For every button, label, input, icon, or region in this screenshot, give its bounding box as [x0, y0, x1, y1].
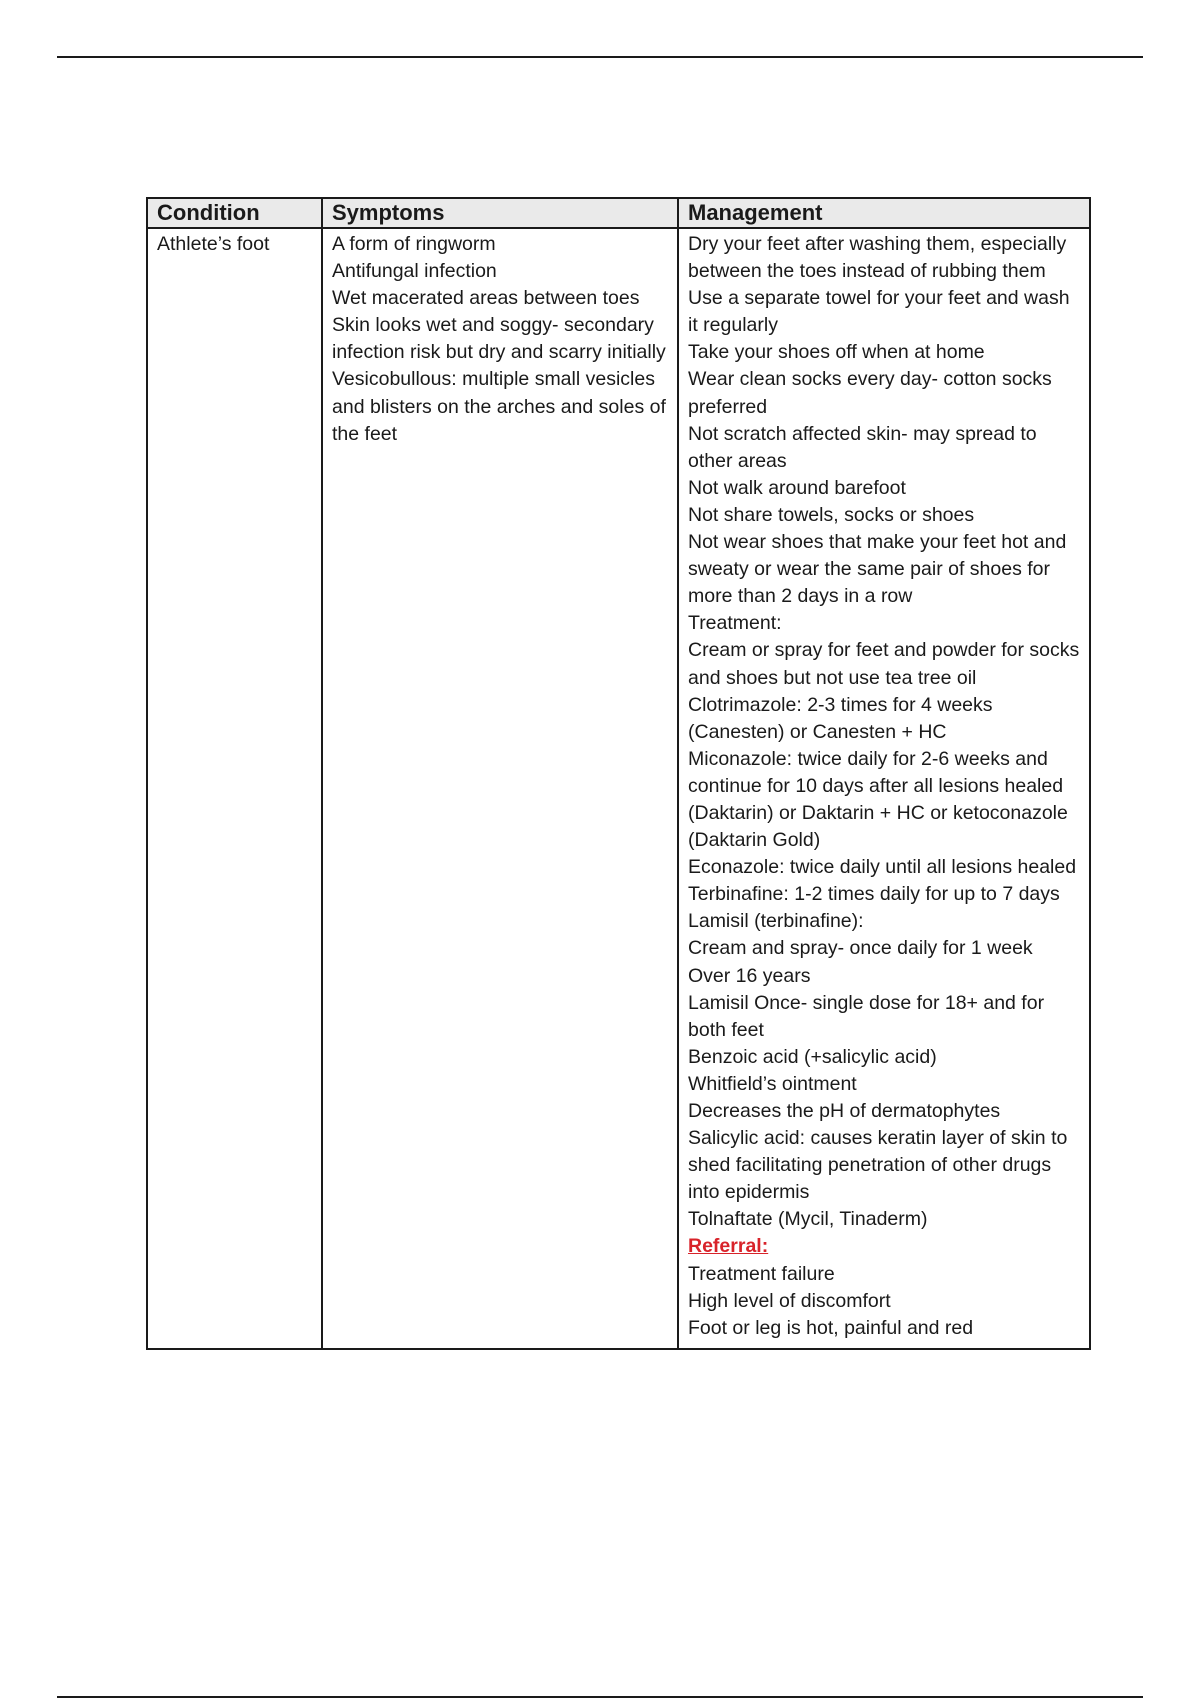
table-header-row — [147, 198, 1090, 228]
management-item: Terbinafine: 1-2 times daily for up to 7 days — [688, 883, 1060, 906]
management-item: Lamisil Once- single dose for 18+ and for both feet — [688, 991, 1045, 1041]
management-item: Cream or spray for feet and powder for socks and shoes but not use tea tree oil — [688, 639, 1080, 689]
management-item: Tolnaftate (Mycil, Tinaderm) — [688, 1208, 928, 1231]
table-row — [147, 228, 1090, 1349]
management-cell — [678, 228, 1090, 1349]
management-item: Take your shoes off when at home — [688, 341, 985, 364]
management-item: Not share towels, socks or shoes — [688, 503, 975, 526]
header-condition: Condition — [147, 198, 322, 228]
condition-cell — [147, 228, 322, 1349]
header-management: Management — [678, 198, 1090, 228]
symptom-item: Skin looks wet and soggy- secondary infection risk but dry and scarry initially — [332, 314, 666, 364]
referral-item: Treatment failure — [688, 1262, 835, 1285]
management-item: Salicylic acid: causes keratin layer of skin to shed facilitating penetration of other drugs into epidermis — [688, 1127, 1068, 1204]
referral-item: High level of discomfort — [688, 1289, 891, 1312]
condition-table — [146, 197, 1091, 1350]
management-item: Econazole: twice daily until all lesions healed — [688, 856, 1077, 879]
referral-heading: Referral: — [688, 1235, 769, 1258]
management-item: Cream and spray- once daily for 1 week — [688, 937, 1033, 960]
treatment-heading: Treatment: — [688, 612, 782, 635]
symptom-item: Wet macerated areas between toes — [332, 287, 640, 310]
management-item: Wear clean socks every day- cotton socks preferred — [688, 368, 1052, 418]
management-item: Lamisil (terbinafine): — [688, 910, 864, 933]
management-item: Clotrimazole: 2-3 times for 4 weeks (Canesten) or Canesten + HC — [688, 693, 993, 743]
symptoms-cell — [322, 228, 678, 1349]
page-top-rule — [57, 56, 1143, 58]
management-item: Whitfield’s ointment — [688, 1072, 857, 1095]
referral-item: Foot or leg is hot, painful and red — [688, 1316, 974, 1339]
symptom-item: A form of ringworm — [332, 233, 496, 255]
page-bottom-rule — [57, 1696, 1143, 1698]
symptom-item: Antifungal infection — [332, 260, 497, 283]
management-item: Decreases the pH of dermatophytes — [688, 1100, 1001, 1122]
symptom-item: Vesicobullous: multiple small vesicles and blisters on the arches and soles of the feet — [332, 368, 666, 445]
header-symptoms: Symptoms — [322, 198, 678, 228]
management-item: Miconazole: twice daily for 2-6 weeks and continue for 10 days after all lesions healed (Daktarin) or Daktarin + HC or ketoconazole (Daktarin Gold) — [688, 747, 1068, 852]
management-item: Not wear shoes that make your feet hot and sweaty or wear the same pair of shoes for more than 2 days in a row — [688, 531, 1067, 608]
management-item: Not walk around barefoot — [688, 476, 906, 499]
condition-name: Athlete’s foot — [157, 233, 270, 255]
management-item: Over 16 years — [688, 964, 811, 987]
management-item: Use a separate towel for your feet and wash it regularly — [688, 287, 1070, 337]
management-item: Dry your feet after washing them, especially between the toes instead of rubbing them — [688, 233, 1067, 283]
management-item: Benzoic acid (+salicylic acid) — [688, 1045, 937, 1068]
management-item: Not scratch affected skin- may spread to other areas — [688, 422, 1037, 472]
